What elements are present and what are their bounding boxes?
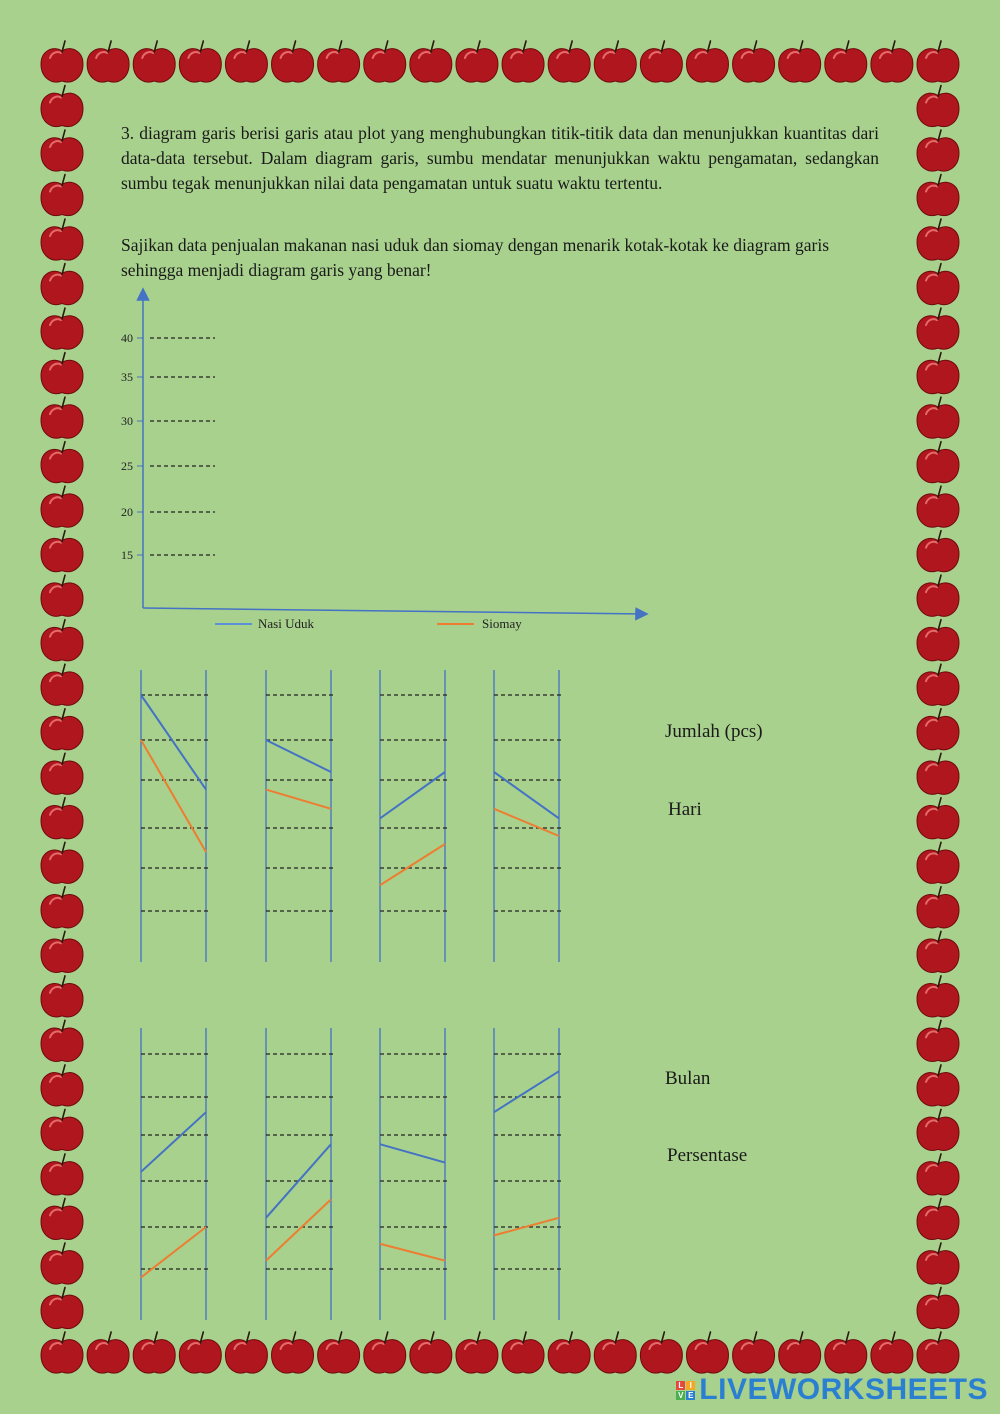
chart-piece-4[interactable] bbox=[494, 670, 574, 970]
siomay-segment bbox=[141, 740, 206, 852]
nasi-uduk-segment bbox=[141, 695, 206, 790]
liveworksheets-wordmark: LIVEWORKSHEETS bbox=[699, 1373, 988, 1406]
chart-piece-2[interactable] bbox=[266, 670, 346, 970]
y-tick-label: 40 bbox=[121, 331, 133, 345]
y-tick-label: 35 bbox=[121, 370, 133, 384]
y-tick-label: 30 bbox=[121, 414, 133, 428]
nasi-uduk-segment bbox=[141, 1112, 206, 1172]
siomay-segment bbox=[380, 844, 445, 885]
nasi-uduk-segment bbox=[380, 772, 445, 818]
siomay-segment bbox=[141, 1227, 206, 1277]
y-tick-label: 15 bbox=[121, 548, 133, 562]
chart-piece-3[interactable] bbox=[380, 670, 460, 970]
siomay-segment bbox=[494, 809, 559, 836]
nasi-uduk-segment bbox=[494, 772, 559, 818]
label-persentase[interactable]: Persentase bbox=[667, 1145, 748, 1166]
chart-piece-1[interactable] bbox=[141, 670, 221, 970]
instruction-paragraph-2: Sajikan data penjualan makanan nasi uduk dan siomay dengan menarik kotak-kotak ke diagram garis sehingga menjadi diagram garis yang benar! bbox=[121, 235, 830, 280]
label-jumlah-pcs[interactable]: Jumlah (pcs) bbox=[665, 721, 763, 742]
chart-piece-7[interactable] bbox=[380, 1028, 460, 1328]
legend-nasi-uduk-label: Nasi Uduk bbox=[258, 616, 314, 631]
y-tick-label: 20 bbox=[121, 505, 133, 519]
y-axis-ticks bbox=[121, 331, 215, 562]
nasi-uduk-segment bbox=[380, 1144, 445, 1162]
live-badge-icon: L I V E bbox=[678, 1380, 694, 1400]
nasi-uduk-segment bbox=[266, 740, 331, 772]
liveworksheets-logo bbox=[676, 1372, 988, 1408]
chart-piece-5[interactable] bbox=[141, 1028, 221, 1328]
label-hari[interactable]: Hari bbox=[668, 799, 702, 820]
chart-piece-6[interactable] bbox=[266, 1028, 346, 1328]
siomay-segment bbox=[266, 790, 331, 809]
instruction-paragraph-1: 3. diagram garis berisi garis atau plot yang menghubungkan titik-titik data dan menunjukkan kuantitas dari data-data tersebut. Dalam diagram garis, sumbu mendatar menunjukkan waktu pengamatan, sedangkan sumbu tegak menunjukkan nilai data pengamatan untuk suatu waktu tertentu. bbox=[121, 123, 879, 193]
legend bbox=[215, 616, 522, 631]
siomay-segment bbox=[266, 1199, 331, 1260]
y-tick-label: 25 bbox=[121, 459, 133, 473]
nasi-uduk-segment bbox=[494, 1071, 559, 1112]
siomay-segment bbox=[380, 1244, 445, 1261]
x-axis bbox=[143, 608, 646, 614]
label-bulan[interactable]: Bulan bbox=[665, 1068, 711, 1089]
chart-piece-8[interactable] bbox=[494, 1028, 574, 1328]
legend-siomay-label: Siomay bbox=[482, 616, 522, 631]
